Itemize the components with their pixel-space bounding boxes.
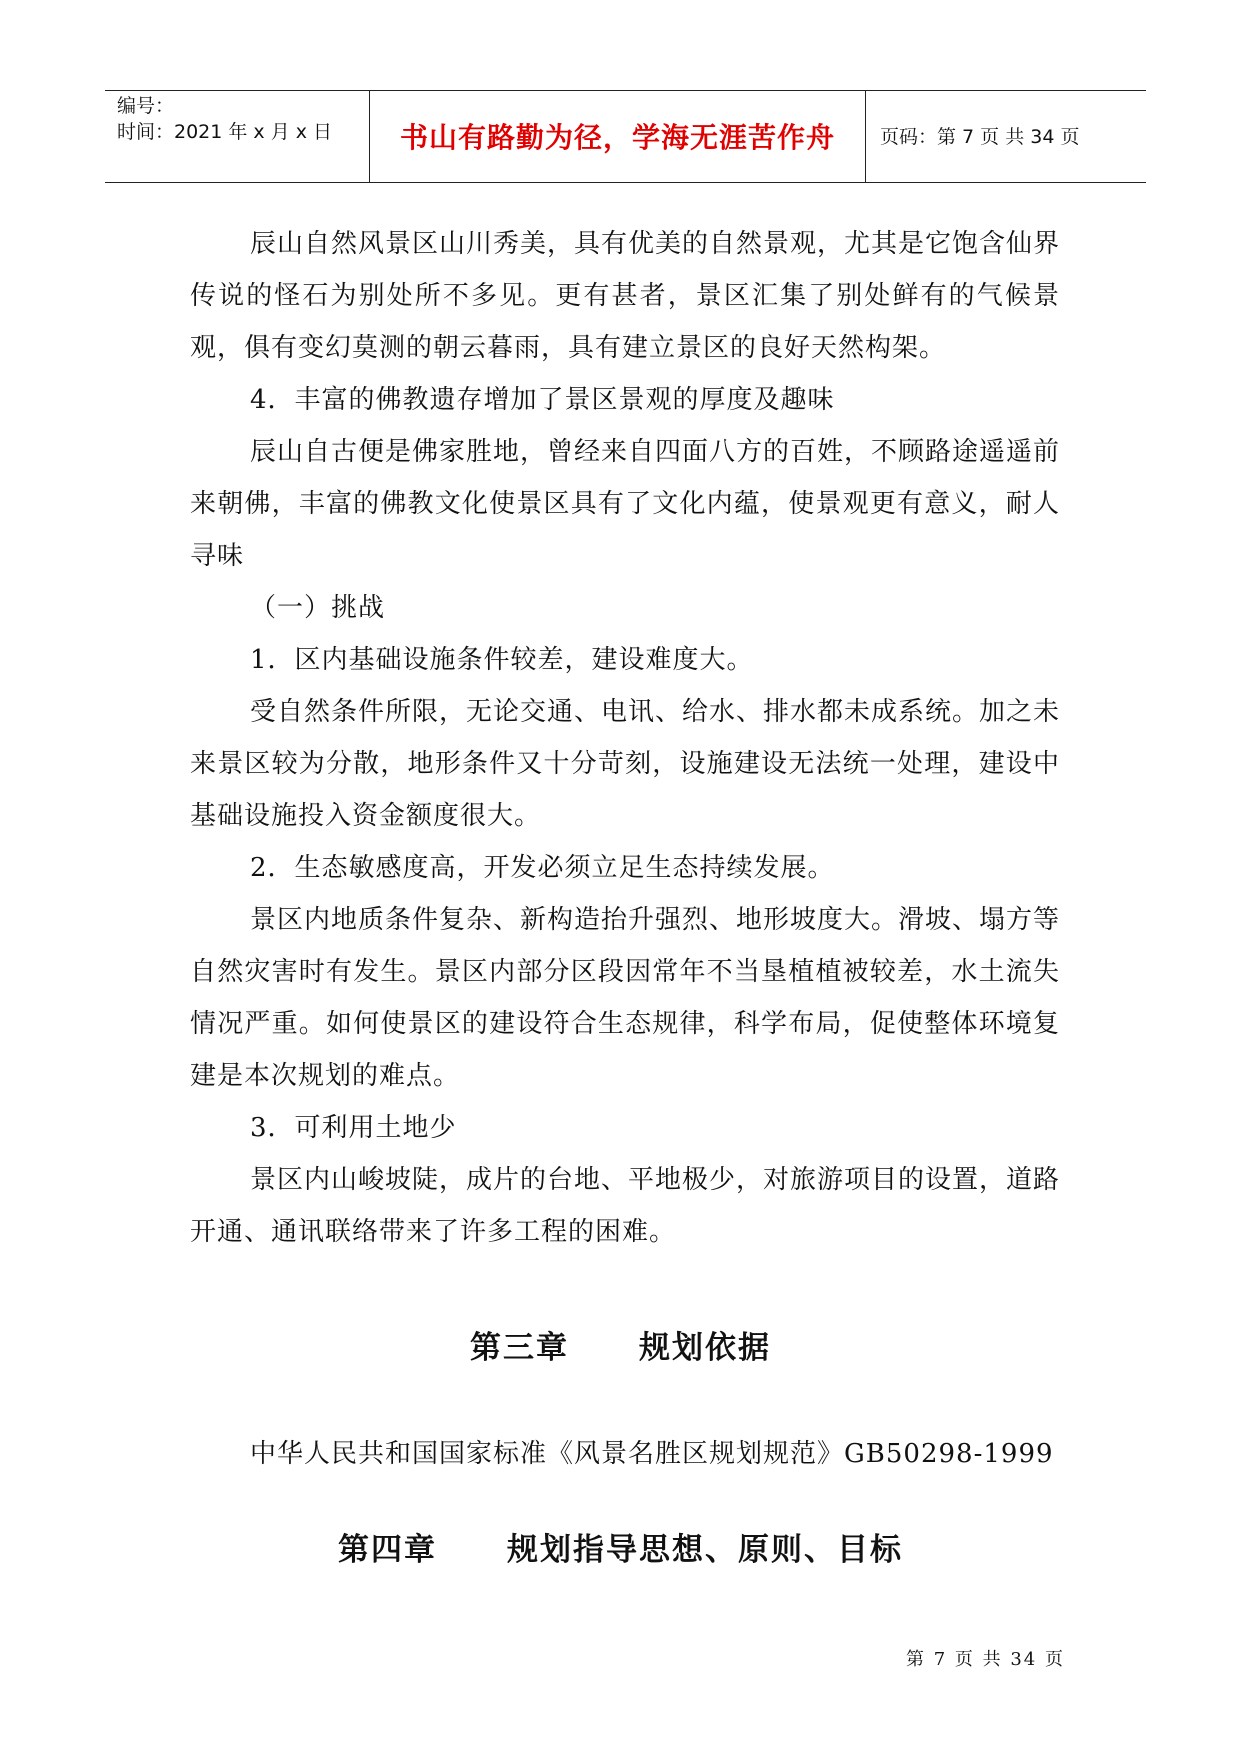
chapter-heading-3 bbox=[0, 1322, 1241, 1367]
paragraph: 4．丰富的佛教遗存增加了景区景观的厚度及趣味 bbox=[250, 385, 835, 415]
paragraph: 景区内山峻坡陡，成片的台地、平地极少，对旅游项目的设置，道路开通、通讯联络带来了许多工程的困难。 bbox=[190, 1165, 1061, 1247]
paragraph: 景区内地质条件复杂、新构造抬升强烈、地形坡度大。滑坡、塌方等自然灾害时有发生。景区内部分区段因常年不当垦植植被较差，水土流失情况严重。如何使景区的建设符合生态规律，科学布局，促使整体环境复建是本次规划的难点。 bbox=[190, 905, 1061, 1091]
header-meta bbox=[105, 91, 370, 182]
standard-reference: 中华人民共和国国家标准《风景名胜区规划规范》GB50298-1999 bbox=[250, 1439, 1054, 1469]
paragraph: （一）挑战 bbox=[250, 593, 386, 623]
paragraph: 辰山自然风景区山川秀美，具有优美的自然景观，尤其是它饱含仙界传说的怪石为别处所不多见。更有甚者，景区汇集了别处鲜有的气候景观，俱有变幻莫测的朝云暮雨，具有建立景区的良好天然构架。 bbox=[190, 229, 1061, 363]
paragraph: 2．生态敏感度高，开发必须立足生态持续发展。 bbox=[250, 853, 835, 883]
header-time-label: 时间：2021 年 x 月 x 日 bbox=[117, 121, 333, 143]
chapter-number: 第四章 bbox=[338, 1532, 437, 1568]
paragraph: 1．区内基础设施条件较差，建设难度大。 bbox=[250, 645, 754, 675]
chapter-heading-4 bbox=[0, 1524, 1241, 1569]
header-number-label: 编号： bbox=[117, 95, 175, 117]
header-motto: 书山有路勤为径，学海无涯苦作舟 bbox=[370, 91, 866, 182]
paragraph: 辰山自古便是佛家胜地，曾经来自四面八方的百姓，不顾路途遥遥前来朝佛，丰富的佛教文化使景区具有了文化内蕴，使景观更有意义，耐人寻味 bbox=[190, 437, 1061, 571]
chapter-number: 第三章 bbox=[470, 1330, 569, 1366]
body-text bbox=[190, 218, 1060, 1258]
paragraph: 3．可利用土地少 bbox=[250, 1113, 457, 1143]
header-page-code: 页码：第 7 页 共 34 页 bbox=[880, 126, 1080, 148]
chapter-title: 规划依据 bbox=[639, 1330, 771, 1366]
chapter-title: 规划指导思想、原则、目标 bbox=[507, 1532, 903, 1568]
paragraph: 受自然条件所限，无论交通、电讯、给水、排水都未成系统。加之未来景区较为分散，地形条件又十分苛刻，设施建设无法统一处理，建设中基础设施投入资金额度很大。 bbox=[190, 697, 1061, 831]
document-header bbox=[105, 90, 1146, 183]
page-footer: 第 7 页 共 34 页 bbox=[906, 1649, 1065, 1670]
